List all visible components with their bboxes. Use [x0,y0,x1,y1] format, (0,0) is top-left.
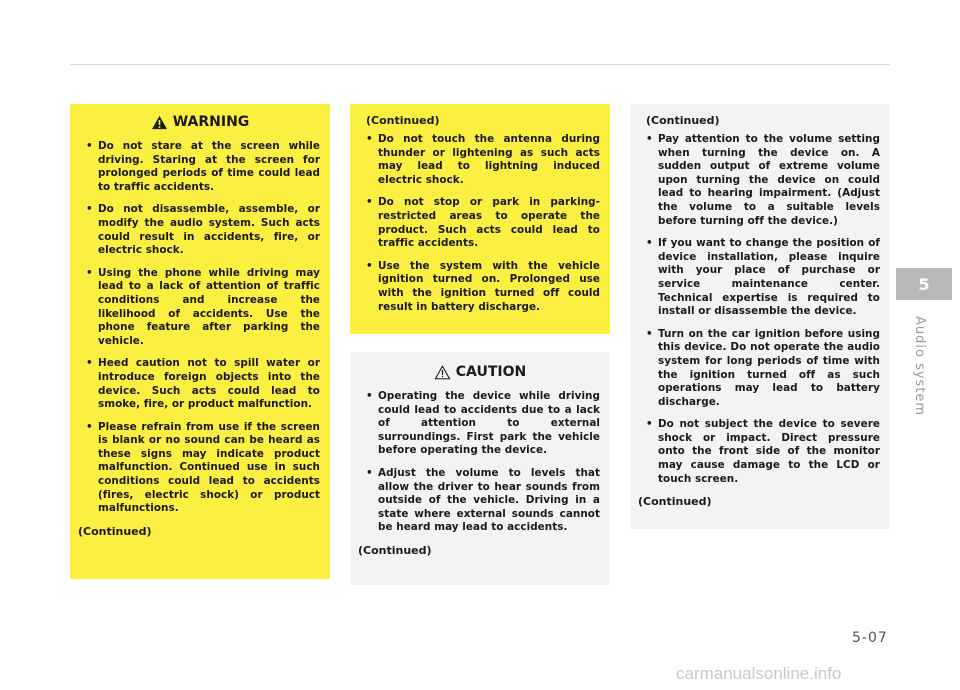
section-title: Audio system [912,316,927,417]
list-item: • Do not subject the device to severe shock or impact. Direct pressure onto the front side of the monitor may cause damage to the LCD or touch screen. [638,418,882,486]
continued-label: (Continued) [638,495,712,509]
list-item: • Pay attention to the volume setting when turning the device on. A sudden output of extreme volume upon turning the device on could lead to hearing impairment. (Adjust the volume to a suitable levels before turning off the device.) [638,133,882,228]
continued-label: (Continued) [366,114,440,127]
list-item: • Use the system with the vehicle ignition turned on. Prolonged use with the ignition turned off could result in battery discharge. [358,260,602,314]
page-number: 5-07 [852,630,888,646]
continued-label: (Continued) [646,114,720,127]
list-item: • Turn on the car ignition before using this device. Do not operate the audio system for long periods of time with the ignition turned off as such operations may lead to battery discharge. [638,328,882,410]
list-item: • Adjust the volume to levels that allow the driver to hear sounds from outside of the vehicle. Driving in a state where external sounds cannot be heard may lead to accidents. [358,467,602,535]
chapter-tab: 5 [896,268,952,300]
caution-title: CAUTION [455,364,527,380]
warning-heading [78,114,322,130]
warning-title: WARNING [172,114,250,130]
caution-list [358,390,602,535]
caution-triangle-icon [434,365,451,380]
warning-box [70,104,330,579]
list-item: • Please refrain from use if the screen is blank or no sound can be heard as these signs may indicate product malfunction. Continued use in such conditions could lead to accidents (fires, electric shock) or product malfunctions. [78,421,322,516]
list-item: • Using the phone while driving may lead to a lack of attention of traffic conditions and increase the likelihood of accidents. Use the phone feature after parking the vehicle. [78,267,322,349]
warning-continued-box [350,104,610,334]
list-item: • Do not disassemble, assemble, or modify the audio system. Such acts could result in accidents, fire, or electric shock. [78,203,322,257]
continued-label: (Continued) [358,543,432,557]
top-rule [70,64,890,65]
list-item: • Do not stare at the screen while driving. Staring at the screen for prolonged periods of time could lead to traffic accidents. [78,140,322,194]
warning-continued-list [358,133,602,314]
list-item: • Heed caution not to spill water or introduce foreign objects into the device. Such acts could lead to smoke, fire, or product malfunction. [78,357,322,411]
caution-continued-box [630,104,890,529]
caution-box [350,352,610,585]
caution-continued-list [638,133,882,486]
warning-triangle-icon [151,115,168,130]
list-item: • Do not touch the antenna during thunder or lightening as such acts may lead to lightning induced electric shock. [358,133,602,187]
caution-heading [358,364,602,380]
list-item: • Operating the device while driving could lead to accidents due to a lack of attention to external surroundings. First park the vehicle before operating the device. [358,390,602,458]
continued-label: (Continued) [78,524,152,538]
list-item: • If you want to change the position of device installation, please inquire with your place of purchase or service maintenance center. Technical expertise is required to install or disassemble the device. [638,237,882,319]
watermark: carmanualsonline.info [676,664,842,683]
warning-list [78,140,322,516]
list-item: • Do not stop or park in parking-restricted areas to operate the product. Such acts could lead to traffic accidents. [358,196,602,250]
